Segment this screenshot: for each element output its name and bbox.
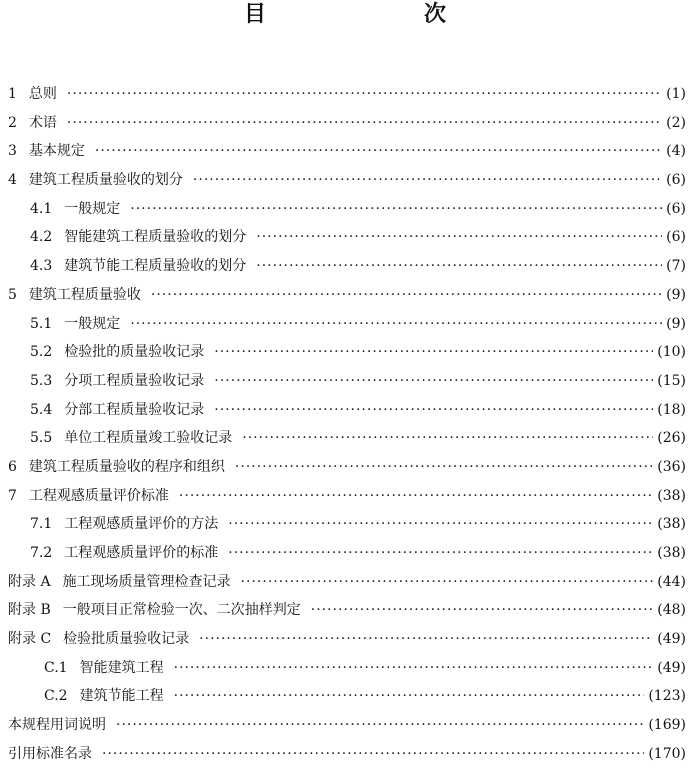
table-of-contents [0,80,690,769]
toc-entry-number: 附录 B [8,602,51,619]
toc-entry-number: 2 [8,114,17,131]
toc-entry[interactable] [0,252,690,281]
toc-entry-page: (7) [666,258,686,275]
toc-entry[interactable] [0,539,690,568]
toc-leader-dots [235,453,653,482]
toc-entry-number: 5.3 [30,372,53,389]
toc-entry-label: 工程观感质量评价的标准 [64,545,219,561]
toc-leader-dots [242,424,653,453]
toc-entry[interactable] [0,510,690,539]
toc-leader-dots [214,338,653,367]
toc-entry[interactable] [0,482,690,511]
toc-entry-number: 1 [8,86,17,102]
toc-leader-dots [214,367,653,396]
toc-entry-page: (49) [657,659,686,676]
page-title: 目 次 [243,1,484,27]
toc-entry[interactable] [0,338,690,367]
toc-leader-dots [95,137,662,166]
toc-entry-page: (48) [657,602,686,619]
toc-entry-number: 4 [8,172,17,189]
toc-entry-page: (170) [648,745,686,762]
toc-entry-label: 建筑节能工程质量验收的划分 [64,258,247,275]
toc-entry-number: 7.2 [30,545,53,561]
toc-entry[interactable] [0,281,690,310]
toc-entry-label: 工程观感质量评价的方法 [64,516,219,533]
toc-entry[interactable] [0,166,690,195]
toc-leader-dots [199,625,653,654]
toc-leader-dots [228,510,653,539]
toc-entry-number: 7.1 [30,516,53,533]
toc-leader-dots [193,166,662,195]
toc-entry[interactable] [0,453,690,482]
toc-entry-page: (2) [666,114,686,131]
toc-leader-dots [67,109,662,138]
toc-entry-page: (36) [657,458,686,475]
toc-leader-dots [174,654,654,683]
toc-entry[interactable] [0,711,690,740]
toc-entry[interactable] [0,223,690,252]
toc-entry-page: (6) [666,172,686,189]
toc-entry-label: 单位工程质量竣工验收记录 [64,430,233,447]
toc-entry[interactable] [0,654,690,683]
toc-entry[interactable] [0,367,690,396]
toc-entry-page: (9) [666,286,686,303]
toc-leader-dots [214,396,653,425]
toc-leader-dots [102,740,644,769]
toc-entry-page: (169) [648,717,686,734]
toc-entry[interactable] [0,596,690,625]
toc-leader-dots [256,252,662,281]
toc-entry-page: (6) [666,200,686,217]
toc-leader-dots [151,281,662,310]
toc-entry-label: 一般规定 [64,200,121,217]
toc-entry[interactable] [0,310,690,339]
toc-entry-label: 智能建筑工程质量验收的划分 [64,229,247,246]
toc-entry-label: 建筑工程质量验收的程序和组织 [28,458,225,475]
toc-leader-dots [228,539,653,568]
toc-entry-number: 4.3 [30,258,53,275]
toc-entry-page: (26) [657,430,686,447]
toc-entry-label: 工程观感质量评价标准 [28,487,169,504]
toc-entry-label: 施工现场质量管理检查记录 [62,573,231,590]
toc-entry-page: (18) [657,401,686,418]
toc-entry[interactable] [0,740,690,769]
toc-entry-page: (38) [657,545,686,561]
toc-entry[interactable] [0,396,690,425]
toc-entry-number: 5.1 [30,315,53,332]
toc-entry-label: 基本规定 [28,143,85,160]
toc-entry-page: (9) [666,315,686,332]
toc-entry-label: 建筑节能工程 [79,688,164,705]
toc-entry-page: (38) [657,516,686,533]
toc-entry-number: 7 [8,487,17,504]
toc-entry[interactable] [0,625,690,654]
toc-entry-page: (15) [657,372,686,389]
toc-entry-number: 3 [8,143,17,160]
toc-entry-page: (49) [657,631,686,648]
toc-entry-label: 术语 [28,114,57,131]
toc-leader-dots [130,195,662,224]
toc-entry-number: C.2 [44,688,68,705]
toc-entry-label: 检验批的质量验收记录 [64,344,205,361]
toc-entry-label: 检验批质量验收记录 [63,631,190,648]
toc-entry-label: 建筑工程质量验收的划分 [28,172,183,189]
toc-leader-dots [311,596,654,625]
toc-leader-dots [130,310,662,339]
toc-entry-label: 智能建筑工程 [79,659,164,676]
toc-entry-label: 引用标准名录 [8,745,92,762]
toc-entry-page: (10) [657,344,686,361]
toc-entry-page: (123) [648,688,686,705]
toc-leader-dots [241,568,654,597]
toc-entry-number: 5.5 [30,430,53,447]
toc-entry[interactable] [0,137,690,166]
toc-entry-number: 5.2 [30,344,53,361]
toc-entry-page: (4) [666,143,686,160]
toc-leader-dots [179,482,653,511]
toc-entry-number: 5 [8,286,17,303]
toc-leader-dots [67,80,662,109]
toc-entry-number: 附录 C [8,631,52,648]
toc-entry-number: 5.4 [30,401,53,418]
toc-leader-dots [256,223,662,252]
toc-entry-number: 附录 A [8,573,51,590]
toc-leader-dots [174,682,645,711]
toc-entry-label: 分部工程质量验收记录 [64,401,205,418]
toc-leader-dots [116,711,644,740]
toc-entry-number: 6 [8,458,17,475]
toc-entry[interactable] [0,109,690,138]
toc-entry-label: 本规程用词说明 [8,717,106,734]
toc-entry[interactable] [0,682,690,711]
toc-entry-label: 一般规定 [64,315,121,332]
toc-entry-page: (38) [657,487,686,504]
toc-entry[interactable] [0,80,690,109]
toc-entry[interactable] [0,195,690,224]
toc-entry-label: 一般项目正常检验一次、二次抽样判定 [62,602,301,619]
toc-entry-page: (6) [666,229,686,246]
toc-entry-number: 4.2 [30,229,53,246]
toc-entry-page: (44) [657,573,686,590]
toc-entry-page: (1) [666,86,686,102]
toc-entry-label: 总则 [28,86,57,102]
toc-entry-number: C.1 [44,659,68,676]
toc-entry[interactable] [0,424,690,453]
toc-entry-number: 4.1 [30,200,53,217]
toc-entry-label: 建筑工程质量验收 [28,286,141,303]
toc-entry-label: 分项工程质量验收记录 [64,372,205,389]
toc-entry[interactable] [0,568,690,597]
